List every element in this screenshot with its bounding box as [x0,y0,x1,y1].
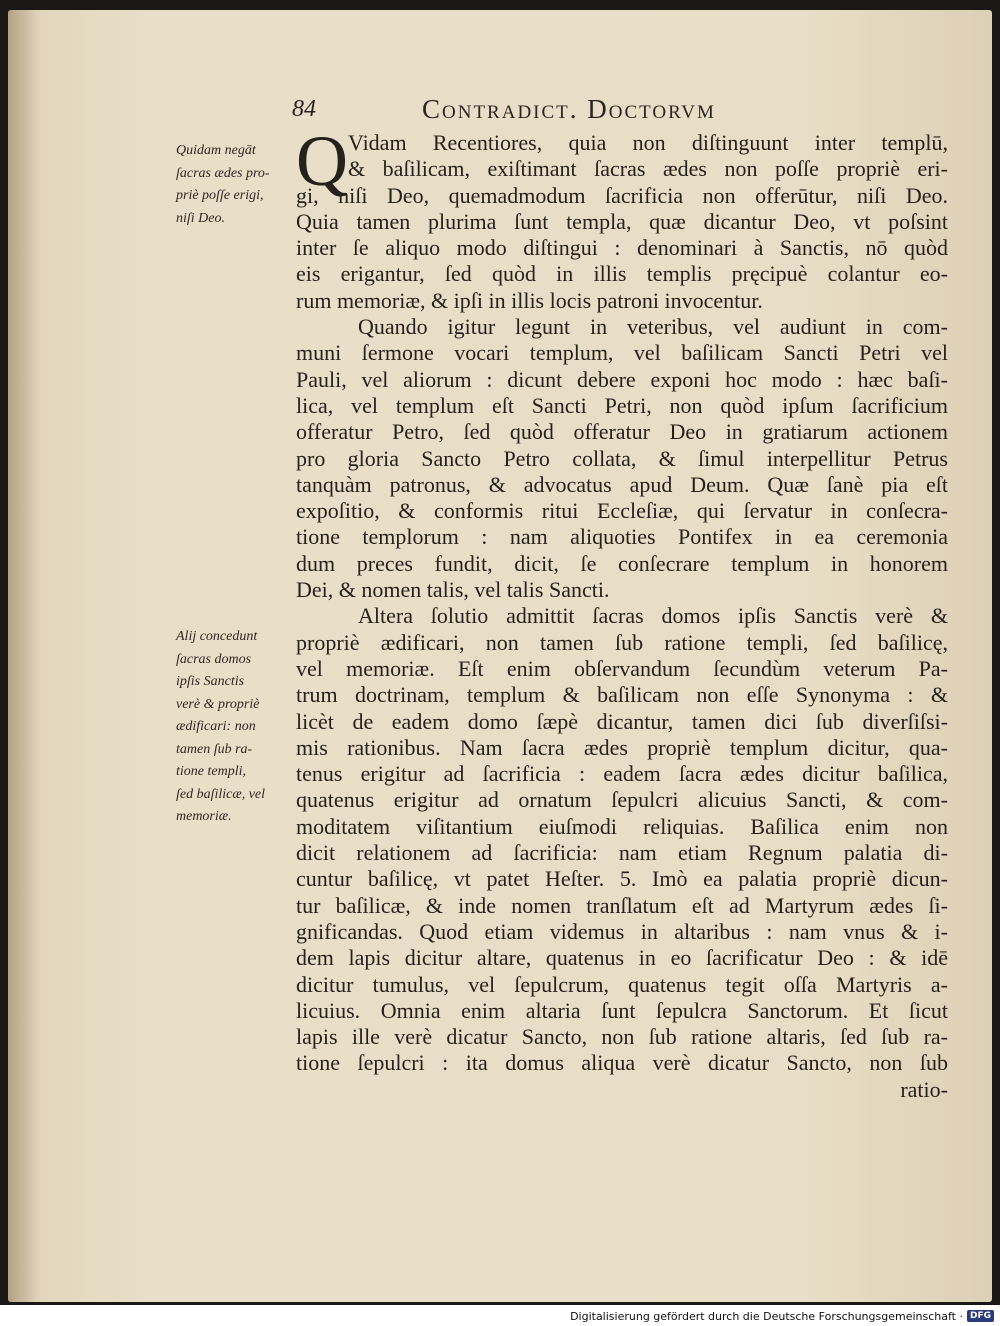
text-line: Altera ſolutio admittit ſacras domos ipſis Sanctis verè & [358,603,948,629]
page-number: 84 [292,96,316,122]
margin-note-line: ſacras domos [176,651,252,667]
text-line: tione ſepulcri : ita domus aliqua verè dicatur Sancto, non ſub [296,1050,948,1076]
text-line: Vidam Recentiores, quia non diſtinguunt inter templū, [348,130,948,155]
text-line: Dei, & nomen talis, vel talis Sancti. [296,577,610,603]
margin-note-line: tamen ſub ra- [176,741,253,757]
text-line: quatenus erigitur ad ornatum ſepulcri alicuius Sancti, & com- [296,787,948,813]
catchword: ratio- [900,1076,948,1102]
text-line: pro gloria Sancto Petro collata, & ſimul interpellitur Petrus [296,445,948,471]
text-line: dum preces fundit, dicit, ſe conſecrare templum in honorem [296,550,948,576]
text-line: dem lapis dicitur altare, quatenus in eo ſacrificatur Deo : & idē [296,945,948,971]
text-line: gnificandas. Quod etiam videmus in altaribus : nam vnus & i- [296,918,948,944]
credit-text: Digitalisierung gefördert durch die Deutsche Forschungsgemeinschaft · [570,1309,963,1323]
margin-note-line: niſi Deo. [176,210,225,226]
margin-note-line: ipſis Sanctis [176,674,245,689]
text-line: offeratur Petro, ſed quòd offeratur Deo in gratiarum actionem [296,419,948,445]
text-line: muni ſermone vocari templum, vel baſilicam Sancti Petri vel [296,340,948,366]
body-text [296,121,948,1103]
text-line: lapis ille verè dicatur Sancto, non ſub ratione altaris, ſed ſub ra- [296,1024,948,1050]
margin-note-1 [176,140,294,230]
margin-note-line: tione templi, [176,764,246,779]
text-line: licèt de eadem domo ſæpè dicantur, tamen dici ſub diverſiſsi- [296,708,948,734]
running-title: Contradict. Doctorvm [422,94,716,124]
margin-note-line: Alij concedunt [176,629,258,644]
text-line: tanquàm patronus, & advocatus apud Deum. Quæ ſanè pia eſt [296,471,948,497]
text-line: moditatem viſitantium eiuſmodi reliquias. Baſilica enim non [296,813,948,839]
text-line: rum memoriæ, & ipſi in illis locis patroni invocentur. [296,287,763,313]
margin-note-line: verè & propriè [176,696,260,712]
drop-cap: Q [296,121,348,201]
text-line: vel memoriæ. Eſt enim obſervandum ſecundùm veterum Pa- [296,655,948,681]
dfg-logo-icon: DFG [967,1310,994,1322]
text-line: Pauli, vel aliorum : dicunt debere exponi hoc modo : hæc baſi- [296,366,948,392]
text-line: cuntur baſilicę, vt patet Heſter. 5. Imò ea palatia propriè dicun- [296,866,948,892]
text-line: tur baſilicæ, & inde nomen tranſlatum eſt ad Martyrum ædes ſi- [296,892,948,918]
margin-note-line: ſacras ædes pro- [176,165,270,181]
text-line: mis rationibus. Nam ſacra ædes propriè templum dicitur, qua- [296,734,948,760]
margin-note-line: Quidam negāt [176,143,256,158]
margin-note-line: ſed baſilicæ, vel [176,786,266,802]
text-line: dicitur tumulus, vel ſepulcrum, quatenus tegit oſſa Martyris a- [296,971,948,997]
text-line: eis erigantur, ſed quòd in illis templis pręcipuè colantur eo- [296,261,948,287]
text-line: Quia tamen plurima ſunt templa, quæ dicantur Deo, vt poſsint [296,208,948,234]
text-line: licuius. Omnia enim altaria ſunt ſepulcra Sanctorum. Et ſicut [296,997,948,1023]
margin-note-line: priè poſſe erigi, [176,188,264,203]
text-line: lica, vel templum eſt Sancti Petri, non quòd ipſum ſacrificium [296,392,948,418]
margin-note-line: ædificari: non [176,719,256,734]
text-line: gi, niſi Deo, quemadmodum ſacrificia non offerūtur, niſi Deo. [296,182,948,208]
text-line: expoſitio, & conformis ritui Eccleſiæ, qui ſervatur in conſecra- [296,498,948,524]
margin-note-2 [176,626,294,829]
page-gutter-shadow [8,10,38,1302]
text-line: Quando igitur legunt in veteribus, vel audiunt in com- [358,314,948,340]
digitization-credit [570,1309,994,1323]
text-line: tenus erigitur ad ſacrificia : eadem ſacra ædes dicitur baſilica, [296,761,948,787]
text-line: & baſilicam, exiſtimant ſacras ædes non poſſe propriè eri- [348,156,948,182]
text-line: tione templorum : nam aliquoties Pontifex in ea ceremonia [296,524,948,550]
text-line: dicit relationem ad ſacrificia: nam etiam Regnum palatia di- [296,840,948,866]
text-line: propriè ædificari, non tamen ſub ratione templi, ſed baſilicę, [296,629,948,655]
margin-note-line: memoriæ. [176,809,232,824]
text-line: trum doctrinam, templum & baſilicam non eſſe Synonyma : & [296,682,948,708]
text-line: inter ſe aliquo modo diſtingui : denominari à Sanctis, nō quòd [296,235,948,261]
